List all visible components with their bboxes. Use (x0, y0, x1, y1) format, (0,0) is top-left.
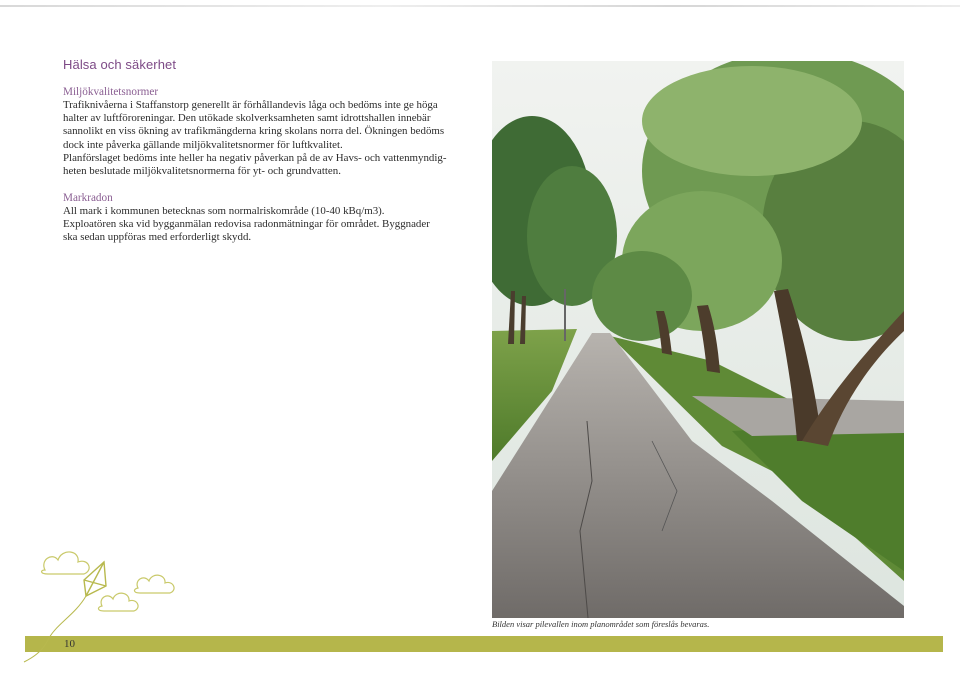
photo-willow-avenue (492, 61, 904, 618)
photo-caption: Bilden visar pilevallen inom planområdet som föreslås bevaras. (492, 619, 710, 629)
cloud-icon (98, 593, 138, 611)
page-heading: Hälsa och säkerhet (63, 57, 177, 72)
paragraph-line: Exploatören ska vid bygganmälan redovisa radonmätningar för området. Byggnader (63, 218, 430, 231)
paragraph-line: Planförslaget bedöms inte heller ha negativ påverkan på de av Havs- och vattenmyndig- (63, 151, 447, 164)
cloud-icon (134, 575, 174, 593)
decorative-illustration (20, 540, 190, 670)
paragraph-line: All mark i kommunen betecknas som normalriskområde (10-40 kBq/m3). (63, 205, 385, 217)
paragraph-line: heten beslutade miljökvalitetsnormerna för yt- och grundvatten. (63, 165, 341, 178)
paragraph-line: halter av luftföroreningar. Den utökade skolverksamheten samt idrottshallen innebär (63, 112, 431, 125)
paragraph-line: Trafiknivåerna i Staffanstorp generellt är förhållandevis låga och bedöms inte ge höga (63, 99, 438, 111)
section-title: Miljökvalitetsnormer (63, 86, 159, 98)
section-title: Markradon (63, 192, 113, 204)
top-rule (0, 5, 960, 7)
cloud-icon (42, 552, 90, 574)
kite-icon (24, 562, 106, 662)
section-markradon (63, 192, 483, 245)
paragraph-line: ska sedan uppföras med erforderligt skydd. (63, 231, 252, 244)
page-number: 10 (64, 638, 75, 650)
section-miljokvalitetsnormer (63, 86, 483, 178)
paragraph-line: dock inte påverka gällande miljökvalitetsnormer för luftkvalitet. (63, 138, 343, 151)
paragraph-line: sannolikt en viss ökning av trafikmängderna kring skolans norra del. Ökningen bedöms (63, 125, 445, 138)
